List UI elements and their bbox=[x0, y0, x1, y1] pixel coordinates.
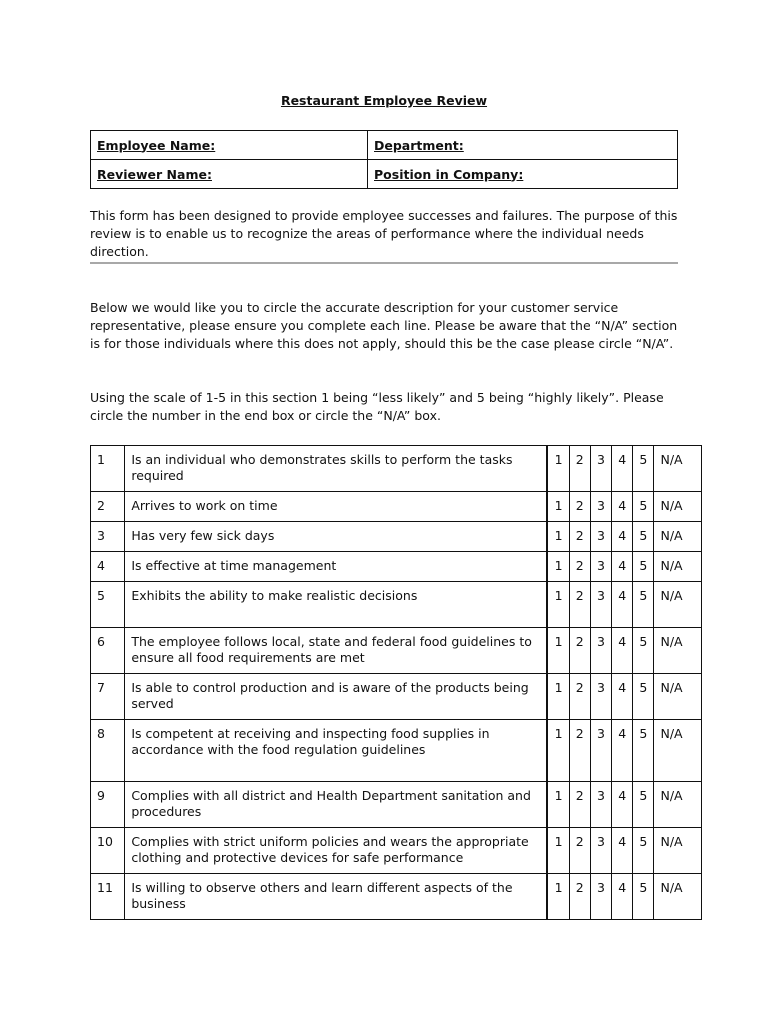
rating-row bbox=[91, 874, 702, 920]
rating-option-na[interactable]: N/A bbox=[654, 674, 702, 720]
rating-option-2[interactable]: 2 bbox=[569, 446, 590, 492]
item-number: 11 bbox=[91, 874, 125, 920]
item-number: 4 bbox=[91, 552, 125, 582]
rating-option-3[interactable]: 3 bbox=[590, 522, 611, 552]
rating-option-2[interactable]: 2 bbox=[569, 674, 590, 720]
rating-option-5[interactable]: 5 bbox=[633, 674, 654, 720]
rating-option-3[interactable]: 3 bbox=[590, 874, 611, 920]
department-field[interactable]: Department: bbox=[368, 131, 678, 160]
item-number: 1 bbox=[91, 446, 125, 492]
divider bbox=[90, 262, 678, 264]
rating-option-5[interactable]: 5 bbox=[633, 782, 654, 828]
item-number: 5 bbox=[91, 582, 125, 628]
rating-option-na[interactable]: N/A bbox=[654, 446, 702, 492]
item-description: Complies with all district and Health Department sanitation and procedures bbox=[125, 782, 548, 828]
rating-option-na[interactable]: N/A bbox=[654, 874, 702, 920]
rating-option-4[interactable]: 4 bbox=[612, 492, 633, 522]
rating-option-1[interactable]: 1 bbox=[547, 720, 569, 782]
rating-option-1[interactable]: 1 bbox=[547, 874, 569, 920]
item-description: Is an individual who demonstrates skills to perform the tasks required bbox=[125, 446, 548, 492]
item-number: 9 bbox=[91, 782, 125, 828]
rating-option-4[interactable]: 4 bbox=[612, 628, 633, 674]
rating-option-4[interactable]: 4 bbox=[612, 552, 633, 582]
page-title: Restaurant Employee Review bbox=[280, 93, 488, 108]
item-number: 2 bbox=[91, 492, 125, 522]
rating-option-1[interactable]: 1 bbox=[547, 522, 569, 552]
rating-row bbox=[91, 720, 702, 782]
item-description: Exhibits the ability to make realistic decisions bbox=[125, 582, 548, 628]
rating-option-2[interactable]: 2 bbox=[569, 628, 590, 674]
reviewer-name-field[interactable]: Reviewer Name: bbox=[91, 160, 368, 189]
rating-option-1[interactable]: 1 bbox=[547, 552, 569, 582]
rating-option-1[interactable]: 1 bbox=[547, 828, 569, 874]
rating-option-4[interactable]: 4 bbox=[612, 874, 633, 920]
rating-row bbox=[91, 446, 702, 492]
rating-option-2[interactable]: 2 bbox=[569, 522, 590, 552]
item-number: 7 bbox=[91, 674, 125, 720]
rating-row bbox=[91, 628, 702, 674]
rating-option-4[interactable]: 4 bbox=[612, 522, 633, 552]
rating-option-5[interactable]: 5 bbox=[633, 874, 654, 920]
rating-row bbox=[91, 828, 702, 874]
rating-option-1[interactable]: 1 bbox=[547, 628, 569, 674]
item-description: The employee follows local, state and federal food guidelines to ensure all food requirements are met bbox=[125, 628, 548, 674]
item-number: 10 bbox=[91, 828, 125, 874]
rating-row bbox=[91, 492, 702, 522]
rating-table bbox=[90, 445, 702, 920]
item-number: 6 bbox=[91, 628, 125, 674]
employee-info-table bbox=[90, 130, 678, 189]
rating-option-5[interactable]: 5 bbox=[633, 582, 654, 628]
rating-option-1[interactable]: 1 bbox=[547, 492, 569, 522]
rating-option-5[interactable]: 5 bbox=[633, 492, 654, 522]
rating-option-2[interactable]: 2 bbox=[569, 582, 590, 628]
rating-option-4[interactable]: 4 bbox=[612, 674, 633, 720]
item-description: Is able to control production and is aware of the products being served bbox=[125, 674, 548, 720]
rating-row bbox=[91, 782, 702, 828]
item-description: Is willing to observe others and learn different aspects of the business bbox=[125, 874, 548, 920]
rating-option-5[interactable]: 5 bbox=[633, 446, 654, 492]
rating-option-2[interactable]: 2 bbox=[569, 828, 590, 874]
rating-option-4[interactable]: 4 bbox=[612, 782, 633, 828]
rating-option-3[interactable]: 3 bbox=[590, 628, 611, 674]
rating-option-5[interactable]: 5 bbox=[633, 720, 654, 782]
rating-row bbox=[91, 674, 702, 720]
rating-option-4[interactable]: 4 bbox=[612, 828, 633, 874]
rating-option-1[interactable]: 1 bbox=[547, 674, 569, 720]
rating-row bbox=[91, 522, 702, 552]
rating-option-3[interactable]: 3 bbox=[590, 552, 611, 582]
rating-option-na[interactable]: N/A bbox=[654, 522, 702, 552]
rating-option-5[interactable]: 5 bbox=[633, 828, 654, 874]
intro-paragraph: This form has been designed to provide employee successes and failures. The purpose of this review is to enable us to recognize the areas of performance where the individual needs direction. bbox=[90, 208, 678, 259]
rating-option-na[interactable]: N/A bbox=[654, 582, 702, 628]
rating-option-3[interactable]: 3 bbox=[590, 828, 611, 874]
rating-option-2[interactable]: 2 bbox=[569, 720, 590, 782]
rating-option-1[interactable]: 1 bbox=[547, 582, 569, 628]
rating-option-2[interactable]: 2 bbox=[569, 874, 590, 920]
rating-option-na[interactable]: N/A bbox=[654, 782, 702, 828]
rating-option-na[interactable]: N/A bbox=[654, 628, 702, 674]
rating-option-3[interactable]: 3 bbox=[590, 582, 611, 628]
rating-option-3[interactable]: 3 bbox=[590, 492, 611, 522]
scale-instructions-paragraph: Using the scale of 1-5 in this section 1 being “less likely” and 5 being “highly likely”. Please circle the number in the end box or circle the “N/A” box. bbox=[90, 390, 664, 423]
instructions-paragraph: Below we would like you to circle the accurate description for your customer service representative, please ensure you complete each line. Please be aware that the “N/A” section is for those individuals where this does not apply, should this be the case please circle “N/A”. bbox=[90, 300, 678, 351]
rating-option-na[interactable]: N/A bbox=[654, 492, 702, 522]
rating-option-2[interactable]: 2 bbox=[569, 492, 590, 522]
item-description: Arrives to work on time bbox=[125, 492, 548, 522]
item-description: Has very few sick days bbox=[125, 522, 548, 552]
rating-option-1[interactable]: 1 bbox=[547, 782, 569, 828]
rating-option-2[interactable]: 2 bbox=[569, 782, 590, 828]
rating-option-na[interactable]: N/A bbox=[654, 828, 702, 874]
rating-option-3[interactable]: 3 bbox=[590, 674, 611, 720]
rating-option-1[interactable]: 1 bbox=[547, 446, 569, 492]
rating-option-2[interactable]: 2 bbox=[569, 552, 590, 582]
rating-option-4[interactable]: 4 bbox=[612, 720, 633, 782]
rating-option-3[interactable]: 3 bbox=[590, 782, 611, 828]
employee-name-field[interactable]: Employee Name: bbox=[91, 131, 368, 160]
rating-option-4[interactable]: 4 bbox=[612, 582, 633, 628]
rating-option-3[interactable]: 3 bbox=[590, 720, 611, 782]
item-number: 3 bbox=[91, 522, 125, 552]
item-description: Is effective at time management bbox=[125, 552, 548, 582]
position-field[interactable]: Position in Company: bbox=[368, 160, 678, 189]
rating-option-na[interactable]: N/A bbox=[654, 552, 702, 582]
item-description: Is competent at receiving and inspecting food supplies in accordance with the food regulation guidelines bbox=[125, 720, 548, 782]
item-description: Complies with strict uniform policies and wears the appropriate clothing and protective devices for safe performance bbox=[125, 828, 548, 874]
rating-row bbox=[91, 582, 702, 628]
rating-option-na[interactable]: N/A bbox=[654, 720, 702, 782]
rating-option-5[interactable]: 5 bbox=[633, 552, 654, 582]
rating-row bbox=[91, 552, 702, 582]
rating-option-5[interactable]: 5 bbox=[633, 522, 654, 552]
rating-option-5[interactable]: 5 bbox=[633, 628, 654, 674]
item-number: 8 bbox=[91, 720, 125, 782]
rating-option-3[interactable]: 3 bbox=[590, 446, 611, 492]
rating-option-4[interactable]: 4 bbox=[612, 446, 633, 492]
